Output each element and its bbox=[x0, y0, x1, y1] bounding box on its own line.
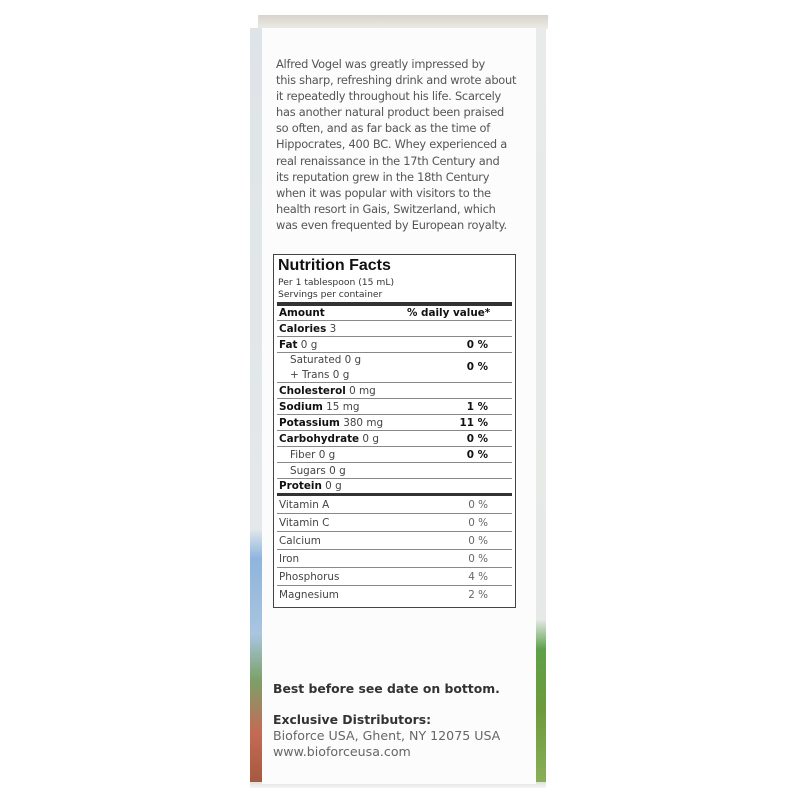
vitamin-label: Phosphorus bbox=[279, 571, 340, 583]
story-line: this sharp, refreshing drink and wrote about bbox=[276, 73, 517, 88]
serving-size: Per 1 tablespoon (15 mL) bbox=[278, 277, 395, 288]
story-line: it repeatedly throughout his life. Scarcely bbox=[276, 89, 502, 104]
nutrient-label: Cholesterol bbox=[279, 385, 346, 397]
nutrient-dv: 11 % bbox=[459, 417, 488, 429]
nutrient-amount: 0 g bbox=[329, 465, 346, 477]
story-line: has another natural product been praised bbox=[276, 105, 505, 120]
story-line: Hippocrates, 400 BC. Whey experienced a bbox=[276, 137, 507, 152]
vitamin-dv: 0 % bbox=[468, 553, 488, 565]
nutrient-dv: 0 % bbox=[466, 361, 488, 373]
vitamin-row bbox=[277, 586, 512, 604]
nutrient-label: Saturated bbox=[290, 354, 342, 366]
vitamin-label: Vitamin A bbox=[279, 499, 330, 511]
nutrient-amount: 0 g bbox=[344, 354, 362, 366]
nutrient-row-potassium bbox=[277, 415, 512, 431]
story-line: its reputation grew in the 18th Century bbox=[276, 169, 490, 184]
nutrient-label: Fiber bbox=[290, 449, 316, 461]
nutrient-amount: 0 g bbox=[318, 449, 336, 461]
vitamin-dv: 4 % bbox=[468, 571, 488, 583]
distributors-label: Exclusive Distributors: bbox=[273, 712, 432, 727]
nutrient-dv: 0 % bbox=[466, 449, 488, 461]
nutrient-amount: 3 bbox=[329, 323, 337, 335]
nutrient-amount: 0 g bbox=[325, 480, 342, 492]
vitamin-row bbox=[277, 550, 512, 568]
carton-top-flap bbox=[258, 15, 548, 29]
nutrient-amount: 0 g bbox=[332, 369, 350, 381]
nutrient-amount: 15 mg bbox=[326, 401, 360, 413]
nutrient-label: Carbohydrate bbox=[279, 433, 360, 445]
nutrient-amount: 0 g bbox=[300, 339, 318, 351]
nutrient-row-cholesterol bbox=[277, 383, 512, 399]
nutrient-row-trans bbox=[277, 361, 512, 383]
nutrition-title: Nutrition Facts bbox=[278, 257, 391, 274]
story-line: Alfred Vogel was greatly impressed by bbox=[276, 57, 486, 71]
amount-header-row bbox=[277, 305, 512, 321]
nutrition-facts-table bbox=[273, 254, 516, 608]
vitamin-dv: 2 % bbox=[468, 589, 488, 601]
daily-value-header: % daily value* bbox=[407, 307, 491, 319]
nutrient-label: Fat bbox=[279, 339, 298, 351]
nutrient-row-fiber bbox=[277, 447, 512, 463]
story-line: was even frequented by European royalty. bbox=[276, 217, 507, 232]
story-line: so often, and as far back as the time of bbox=[276, 121, 490, 136]
nutrient-label: Protein bbox=[279, 480, 322, 492]
servings-per-container: Servings per container bbox=[278, 289, 383, 300]
story-paragraph bbox=[276, 56, 538, 233]
vitamin-dv: 0 % bbox=[468, 535, 488, 547]
nutrient-row-protein bbox=[277, 478, 512, 494]
vitamin-dv: 0 % bbox=[468, 517, 488, 529]
story-line: real renaissance in the 17th Century and bbox=[276, 153, 500, 168]
vitamin-row bbox=[277, 568, 512, 586]
vitamin-row bbox=[277, 514, 512, 532]
nutrient-amount: 0 mg bbox=[349, 385, 376, 397]
vitamin-label: Calcium bbox=[279, 535, 321, 547]
nutrient-amount: 0 g bbox=[362, 433, 379, 445]
nutrient-label: Calories bbox=[279, 323, 327, 335]
nutrient-label: Sugars bbox=[290, 465, 326, 477]
distributor-website: www.bioforceusa.com bbox=[273, 744, 411, 759]
nutrient-dv: 0 % bbox=[466, 339, 488, 351]
nutrient-dv: 1 % bbox=[466, 401, 488, 413]
nutrient-label: Potassium bbox=[279, 417, 340, 429]
story-line: when it was popular with visitors to the bbox=[276, 185, 491, 200]
amount-header: Amount bbox=[279, 307, 325, 319]
vitamin-row bbox=[277, 496, 512, 514]
nutrient-row-sodium bbox=[277, 399, 512, 415]
vitamin-label: Magnesium bbox=[279, 589, 339, 601]
nutrient-amount: 380 mg bbox=[343, 417, 384, 429]
nutrient-label: Sodium bbox=[279, 401, 323, 413]
distributor-address: Bioforce USA, Ghent, NY 12075 USA bbox=[273, 728, 501, 743]
best-before-note: Best before see date on bottom. bbox=[273, 681, 500, 696]
nutrient-label: + Trans bbox=[290, 369, 330, 381]
nutrient-row-sugars bbox=[277, 463, 512, 479]
nutrient-row-fat bbox=[277, 337, 512, 353]
story-line: health resort in Gais, Switzerland, which bbox=[276, 201, 496, 216]
nutrient-row-calories bbox=[277, 321, 512, 337]
vitamin-dv: 0 % bbox=[468, 499, 488, 511]
nutrient-row-carbohydrate bbox=[277, 431, 512, 447]
nutrient-dv: 0 % bbox=[466, 433, 488, 445]
vitamin-row bbox=[277, 532, 512, 550]
vitamin-label: Iron bbox=[279, 553, 300, 565]
vitamin-label: Vitamin C bbox=[279, 517, 330, 529]
